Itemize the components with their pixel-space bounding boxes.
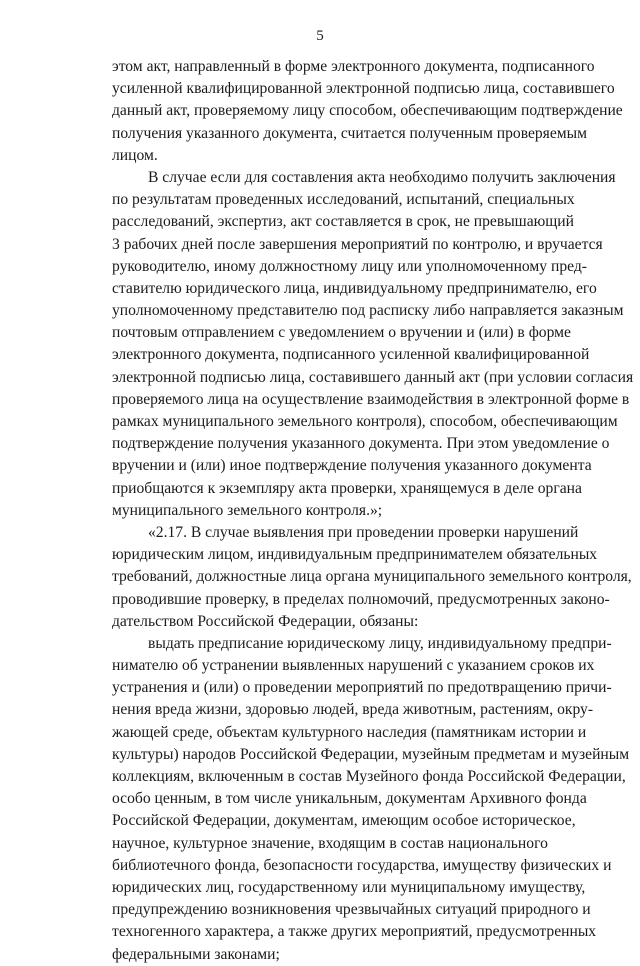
text-line: дательством Российской Федерации, обязаны: <box>112 612 419 630</box>
text-line: почтовым отправлением с уведомлением о вручении и (или) в форме <box>112 324 571 342</box>
text-line: коллекциям, включенным в состав Музейного фонда Российской Федерации, <box>112 768 626 785</box>
text-line: усиленной квалифицированной электронной подписью лица, составившего <box>112 80 615 98</box>
text-line: Российской Федерации, документам, имеющим особое историческое, <box>112 812 576 830</box>
text-line: особо ценным, в том числе уникальным, документам Архивного фонда <box>112 790 587 808</box>
text-line: культуры) народов Российской Федерации, музейным предметам и музейным <box>112 745 630 763</box>
text-line: ставителю юридического лица, индивидуальному предпринимателю, его <box>112 279 597 297</box>
text-line: требований, должностные лица органа муниципального земельного контроля, <box>112 568 632 586</box>
text-line: электронного документа, подписанного усиленной квалифицированной <box>112 346 590 364</box>
text-line: уполномоченному представителю под расписку либо направляется заказным <box>112 302 624 320</box>
paragraph-continuation <box>112 56 623 167</box>
text-line: предупреждению возникновения чрезвычайных ситуаций природного и <box>112 901 591 919</box>
text-line: руководителю, иному должностному лицу или уполномоченному пред- <box>112 257 587 275</box>
text-line: устранения и (или) о проведении мероприятий по предотвращению причи- <box>112 679 612 697</box>
text-line: подтверждение получения указанного документа. При этом уведомление о <box>112 435 610 453</box>
text-line: проверяемого лица на осуществление взаимодействия в электронной форме в <box>112 390 630 408</box>
text-line: электронной подписью лица, составившего данный акт (при условии согласия <box>112 368 634 386</box>
text-line: расследований, экспертиз, акт составляется в срок, не превышающий <box>112 213 574 231</box>
paragraph-issue-order <box>112 633 630 966</box>
text-line: нимателю об устранении выявленных нарушений с указанием сроков их <box>112 657 595 675</box>
text-line: 3 рабочих дней после завершения мероприятий по контролю, и вручается <box>112 235 603 253</box>
text-line: этом акт, направленный в форме электронного документа, подписанного <box>112 58 595 75</box>
paragraph-act-conclusion <box>112 167 634 522</box>
text-line: техногенного характера, а также других мероприятий, предусмотренных <box>112 923 597 941</box>
text-line: юридических лиц, государственному или муниципальному имуществу, <box>112 878 586 896</box>
text-line: данный акт, проверяемому лицу способом, обеспечивающим подтверждение <box>112 102 623 120</box>
text-line: научное, культурное значение, входящим в состав национального <box>112 834 548 852</box>
text-line: по результатам проведенных исследований, испытаний, специальных <box>112 191 575 209</box>
text-line: жающей среде, объектам культурного наследия (памятникам истории и <box>112 723 587 741</box>
text-line: юридическим лицом, индивидуальным предпринимателем обязательных <box>112 546 598 564</box>
text-line: лицом. <box>112 146 158 164</box>
text-line: В случае если для составления акта необходимо получить заключения <box>148 168 616 186</box>
page-number: 5 <box>316 28 324 44</box>
text-line: вручении и (или) иное подтверждение получения указанного документа <box>112 457 592 475</box>
text-line: приобщаются к экземпляру акта проверки, хранящемуся в деле органа <box>112 479 582 497</box>
text-line: нения вреда жизни, здоровью людей, вреда животным, растениям, окру- <box>112 701 594 719</box>
paragraph-clause-2-17 <box>112 522 632 633</box>
text-line: рамках муниципального земельного контроля), способом, обеспечивающим <box>112 413 618 430</box>
document-body <box>112 56 634 966</box>
text-line: библиотечного фонда, безопасности государства, имуществу физических и <box>112 856 612 874</box>
text-line: муниципального земельного контроля.»; <box>112 501 383 519</box>
text-line: выдать предписание юридическому лицу, индивидуальному предпри- <box>148 634 612 652</box>
text-line: получения указанного документа, считается полученным проверяемым <box>112 124 587 142</box>
text-line: федеральными законами; <box>112 945 280 963</box>
text-line: проводившие проверку, в пределах полномочий, предусмотренных законо- <box>112 590 610 608</box>
text-line: «2.17. В случае выявления при проведении проверки нарушений <box>148 523 579 541</box>
